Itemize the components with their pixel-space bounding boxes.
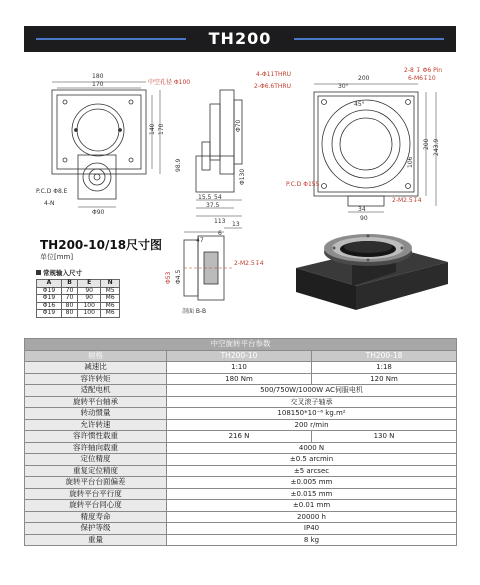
spec-value: 500/750W/1000W AC伺服电机 (167, 385, 457, 397)
dim-bb-dia2: Φ4.5 (175, 269, 182, 284)
dim-pcd-155: P.C.D Φ155 (286, 181, 320, 188)
dim-bb-6: 6 (218, 230, 222, 237)
spec-label: 适配电机 (25, 385, 167, 397)
dim-m6: 6-M6↧10 (408, 75, 436, 82)
table-cell: 90 (78, 295, 101, 303)
dim-holes-n: 4-N (44, 200, 55, 207)
table-row (25, 396, 457, 408)
spec-label: 精度寿命 (25, 511, 167, 523)
dim-side-113: 113 (214, 218, 226, 225)
table-cell: Φ16 (37, 302, 62, 310)
title-bar (24, 26, 456, 52)
spec-value: 8 kg (167, 534, 457, 546)
spec-value: 交叉滚子轴承 (167, 396, 457, 408)
spec-table-title: 中空旋转平台参数 (25, 339, 457, 351)
dim-angle-45: 45° (354, 101, 365, 108)
spec-col-header: 规格 (25, 350, 167, 362)
spec-label: 旋转平台同心度 (25, 500, 167, 512)
spec-label: 重量 (25, 534, 167, 546)
spec-value: ±0.005 mm (167, 477, 457, 489)
dim-right-106: 106 (407, 156, 414, 168)
table-cell: 80 (61, 310, 77, 318)
spec-value: 1:10 (167, 362, 312, 374)
table-cell: Φ19 (37, 295, 62, 303)
table-row (25, 373, 457, 385)
front-view-drawing (52, 82, 160, 207)
motor-table-title-text: 常规输入尺寸 (43, 269, 82, 277)
spec-value: 4000 N (167, 442, 457, 454)
product-image (292, 222, 452, 322)
section-bb-label: 剖面 B-B (182, 308, 207, 315)
dim-side-98: 98.9 (175, 158, 182, 172)
table-row (25, 488, 457, 500)
spec-value: IP40 (167, 523, 457, 535)
title-line-right (294, 38, 444, 40)
spec-label: 允许转速 (25, 419, 167, 431)
table-cell: M5 (101, 287, 120, 295)
motor-col-header: N (101, 280, 120, 288)
table-cell: Φ19 (37, 310, 62, 318)
dim-hollow-bore: 中空孔径 Φ100 (148, 79, 191, 86)
spec-label: 旋转平台台面偏差 (25, 477, 167, 489)
square-bullet-icon (36, 270, 41, 275)
dim-front-140: 140 (149, 123, 156, 135)
spec-subheader-row (25, 350, 457, 362)
spec-col-header: TH200-10 (167, 350, 312, 362)
spec-col-header: TH200-18 (312, 350, 457, 362)
table-row (25, 477, 457, 489)
dim-side-15-5: 15.5 (198, 194, 212, 201)
motor-table-title (36, 268, 120, 277)
page-title: TH200 (208, 29, 272, 48)
table-row (25, 523, 457, 535)
table-row (25, 511, 457, 523)
table-cell: M6 (101, 302, 120, 310)
table-row (37, 295, 120, 303)
spec-value: 1:18 (312, 362, 457, 374)
table-row (25, 454, 457, 466)
unit-label: 单位[mm] (40, 253, 74, 261)
motor-input-table-block (36, 268, 120, 318)
dim-angle-30: 30° (338, 83, 349, 90)
dim-right-90: 90 (360, 215, 368, 222)
spec-value: 180 Nm (167, 373, 312, 385)
motor-col-header: E (78, 280, 101, 288)
dim-thru-11: 4-Φ11THRU (256, 71, 292, 78)
table-row (25, 465, 457, 477)
spec-label: 重复定位精度 (25, 465, 167, 477)
spec-value: 216 N (167, 431, 312, 443)
spec-value: ±0.5 arcmin (167, 454, 457, 466)
dim-front-170: 170 (92, 81, 104, 88)
table-cell: 70 (61, 295, 77, 303)
table-row (25, 442, 457, 454)
dim-pcd-e: P.C.D Φ8.E (36, 188, 68, 195)
spec-label: 容许惯性载重 (25, 431, 167, 443)
table-cell: M6 (101, 310, 120, 318)
dim-right-m2-5: 2-M2.5↧4 (392, 197, 422, 204)
table-row (25, 419, 457, 431)
spec-value: 120 Nm (312, 373, 457, 385)
motor-col-header: B (61, 280, 77, 288)
table-row (25, 362, 457, 374)
dim-side-37-5: 37.5 (206, 202, 220, 209)
spec-label: 减速比 (25, 362, 167, 374)
table-cell: 90 (78, 287, 101, 295)
dim-right-34: 34 (358, 206, 366, 213)
spec-label: 转动惯量 (25, 408, 167, 420)
spec-label: 容许轴向载重 (25, 442, 167, 454)
dim-thru-6-6: 2-Φ6.6THRU (254, 83, 291, 90)
table-row (37, 310, 120, 318)
dim-right-243-9: 243.9 (433, 138, 440, 156)
table-row (25, 408, 457, 420)
motor-input-table (36, 279, 120, 318)
table-cell: 100 (78, 310, 101, 318)
table-cell: Φ19 (37, 287, 62, 295)
motor-col-header: A (37, 280, 62, 288)
dim-bb-13: 13 (232, 221, 240, 228)
spec-label: 容许转矩 (25, 373, 167, 385)
spec-header-row (25, 339, 457, 351)
table-cell: 80 (61, 302, 77, 310)
dim-side-54: 54 (214, 194, 222, 201)
dim-front-90: Φ90 (92, 209, 105, 216)
spec-label: 旋转平台轴承 (25, 396, 167, 408)
dim-front-170h: 170 (158, 123, 165, 135)
table-row (25, 534, 457, 546)
spec-value: 20000 h (167, 511, 457, 523)
dim-bb-m2-5: 2-M2.5↧4 (234, 260, 264, 267)
dim-bb-47: 47 (196, 237, 204, 244)
spec-value: ±5 arcsec (167, 465, 457, 477)
top-view-drawing (314, 84, 436, 212)
spec-label: 定位精度 (25, 454, 167, 466)
spec-label: 旋转平台平行度 (25, 488, 167, 500)
dim-pin: 2-8 ↧ Φ6 Pin (404, 67, 443, 74)
table-cell: 100 (78, 302, 101, 310)
table-cell: M6 (101, 295, 120, 303)
spec-table (24, 338, 457, 546)
dimension-section-title: TH200-10/18尺寸图 (40, 238, 163, 252)
spec-value: ±0.015 mm (167, 488, 457, 500)
dim-bb-dia1: Φ53 (165, 271, 172, 284)
dim-right-200: 200 (358, 75, 370, 82)
spec-value: 130 N (312, 431, 457, 443)
table-row (25, 431, 457, 443)
dim-right-200h: 200 (423, 138, 430, 150)
spec-value: ±0.01 mm (167, 500, 457, 512)
table-row (25, 500, 457, 512)
table-cell: 70 (61, 287, 77, 295)
dim-side-130: Φ130 (239, 168, 246, 185)
table-row (25, 385, 457, 397)
dim-front-180: 180 (92, 73, 104, 80)
dim-side-70: Φ70 (235, 119, 242, 132)
spec-value: 200 r/min (167, 419, 457, 431)
spec-label: 保护等级 (25, 523, 167, 535)
spec-value: 108150*10⁻⁶ kg.m² (167, 408, 457, 420)
